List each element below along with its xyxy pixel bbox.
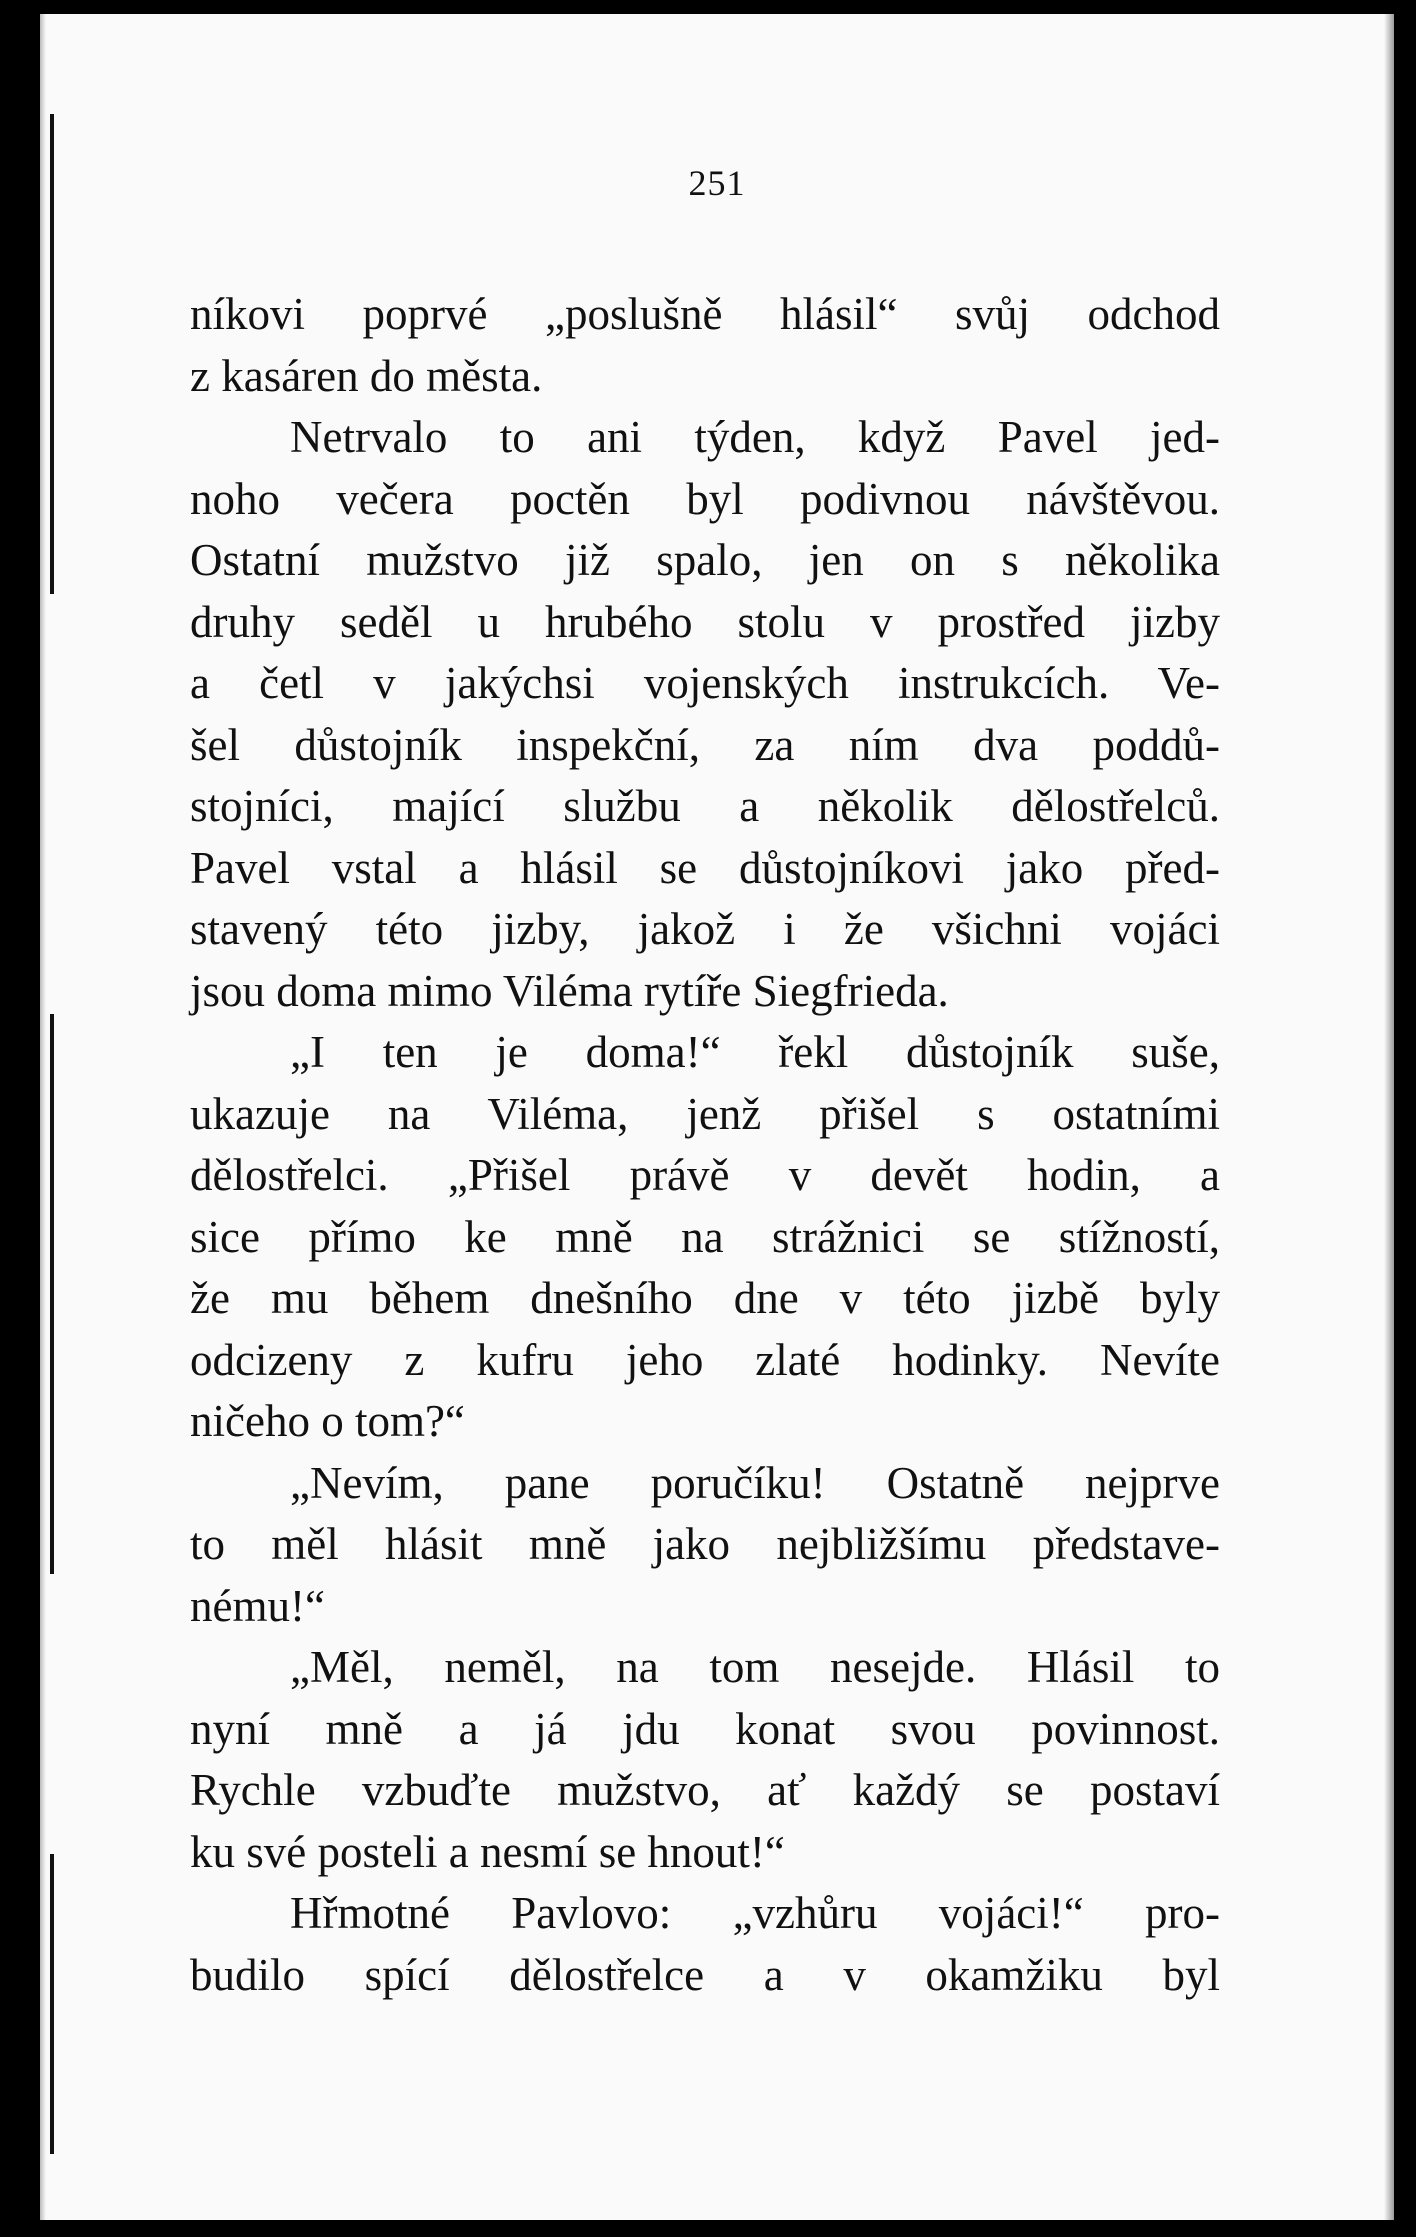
text-line: Netrvalo to ani týden, když Pavel jed- <box>290 412 1220 462</box>
text-line: noho večera poctěn byl podivnou návštěvou. <box>190 473 1220 524</box>
text-line: šel důstojník inspekční, za ním dva poddů- <box>190 719 1220 770</box>
text-line: Rychle vzbuďte mužstvo, ať každý se postaví <box>190 1765 1220 1815</box>
text-line: „Měl, neměl, na tom nesejde. Hlásil to <box>290 1642 1220 1692</box>
text-line: Pavel vstal a hlásil se důstojníkovi jako před- <box>190 842 1220 893</box>
text-line: z kasáren do města. <box>190 350 543 401</box>
text-line: a četl v jakýchsi vojenských instrukcích. Ve- <box>190 658 1220 708</box>
text-line: nyní mně a já jdu konat svou povinnost. <box>190 1703 1220 1754</box>
body-text <box>190 284 1220 2006</box>
text-line: dělostřelci. „Přišel právě v devět hodin, a <box>190 1150 1220 1200</box>
text-line: níkovi poprvé „poslušně hlásil“ svůj odchod <box>190 289 1220 339</box>
text-line: budilo spící dělostřelce a v okamžiku byl <box>190 1949 1220 2000</box>
text-line: „Nevím, pane poručíku! Ostatně nejprve <box>290 1457 1220 1508</box>
text-line: odcizeny z kufru jeho zlaté hodinky. Nevíte <box>190 1334 1220 1385</box>
text-line: to měl hlásit mně jako nejbližšímu představe- <box>190 1519 1220 1569</box>
text-line: stavený této jizby, jakož i že všichni vojáci <box>190 904 1220 954</box>
binding-edge-mark <box>50 1014 54 1574</box>
binding-edge-mark <box>50 1854 54 2154</box>
text-line: Hřmotné Pavlovo: „vzhůru vojáci!“ pro- <box>290 1888 1220 1938</box>
text-line: ukazuje na Viléma, jenž přišel s ostatními <box>190 1088 1220 1139</box>
text-line: nému!“ <box>190 1580 325 1631</box>
text-line: sice přímo ke mně na strážnici se stížností, <box>190 1211 1220 1262</box>
book-page <box>40 14 1394 2220</box>
text-line: stojníci, mající službu a několik dělostřelců. <box>190 781 1220 831</box>
text-line: že mu během dnešního dne v této jizbě byly <box>190 1273 1220 1323</box>
text-line: druhy seděl u hrubého stolu v prostřed jizby <box>190 596 1220 647</box>
text-line: „I ten je doma!“ řekl důstojník suše, <box>290 1027 1220 1077</box>
text-line: Ostatní mužstvo již spalo, jen on s několika <box>190 535 1220 585</box>
text-line: jsou doma mimo Viléma rytíře Siegfrieda. <box>190 965 949 1016</box>
text-line: ničeho o tom?“ <box>190 1396 465 1446</box>
page-number: 251 <box>688 163 746 203</box>
text-line: ku své posteli a nesmí se hnout!“ <box>190 1826 785 1877</box>
